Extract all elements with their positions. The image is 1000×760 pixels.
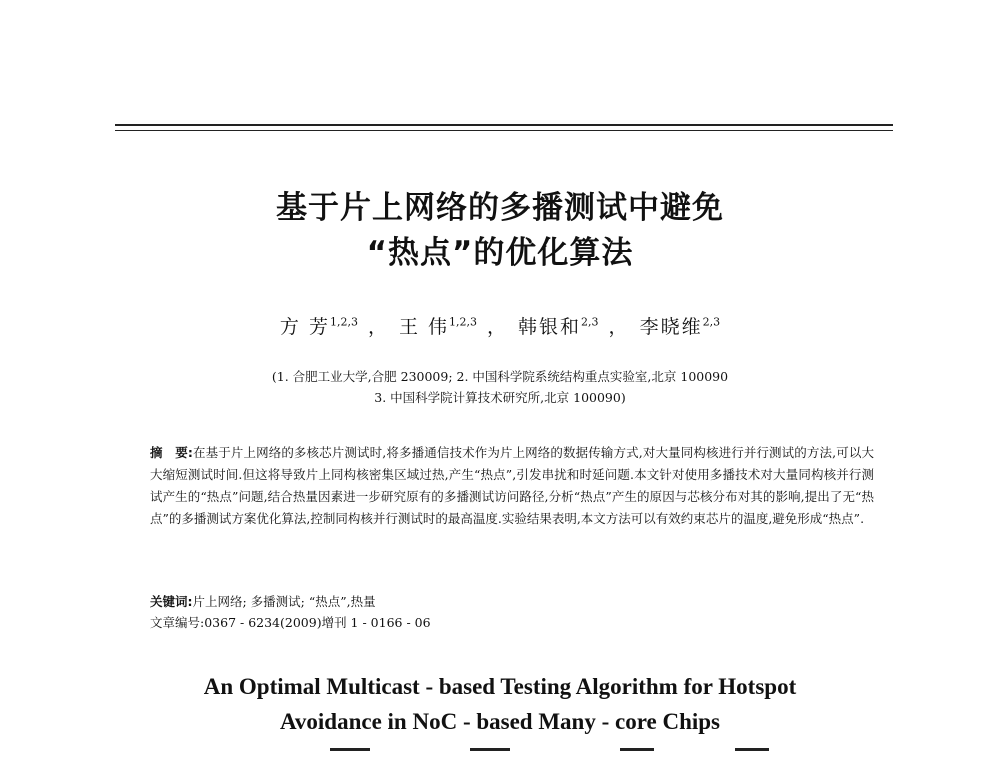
author-separator: ， — [487, 316, 509, 338]
cropped-glyph — [735, 748, 769, 760]
header-rule-thin — [115, 130, 893, 131]
author — [280, 312, 358, 339]
author-name: 王 伟 — [398, 316, 450, 338]
keywords — [150, 592, 874, 612]
abstract-text: 在基于片上网络的多核芯片测试时,将多播通信技术作为片上网络的数据传输方式,对大量同构核进行并行测试的方法,可以大大缩短测试时间.但这将导致片上同构核密集区域过热,产生“热点”,引发串扰和时延问题.本文针对使用多播技术对大量同构核并行测试产生的“热点”问题,结合热量因素进一步研究原有的多播测试访问路径,分析“热点”产生的原因与芯核分布对其的影响,提出了无“热点”的多播测试方案优化算法,控制同构核并行测试时的最高温度.实验结果表明,本文方法可以有效约束芯片的温度,避免形成“热点”. — [150, 445, 874, 526]
abstract — [150, 442, 874, 530]
author-name: 韩银和 — [518, 316, 582, 338]
author-name: 方 芳 — [279, 316, 330, 338]
english-title-line-2: Avoidance in NoC - based Many - core Chips — [280, 709, 720, 734]
keywords-text: 片上网络; 多播测试; “热点”,热量 — [192, 594, 376, 609]
english-title-line-1: An Optimal Multicast - based Testing Algorithm for Hotspot — [203, 674, 797, 699]
keywords-label: 关键词: — [150, 594, 193, 609]
affiliation-line-2: 3. 中国科学院计算技术研究所,北京 100090) — [374, 390, 626, 405]
author-separator: ， — [367, 316, 389, 338]
author — [399, 312, 477, 339]
cropped-glyph — [330, 748, 370, 760]
article-number — [150, 613, 874, 633]
author-affiliation-marker: 1,2,3 — [449, 315, 478, 329]
author-name: 李晓维 — [639, 316, 703, 338]
cropped-text-fragment — [0, 748, 1000, 760]
affiliation-line-1: (1. 合肥工业大学,合肥 230009; 2. 中国科学院系统结构重点实验室,北京 100090 — [271, 369, 729, 384]
article-number-label: 文章编号: — [150, 615, 205, 630]
author — [640, 312, 721, 339]
cropped-glyph — [620, 748, 654, 760]
article-number-text: 0367 - 6234(2009)增刊 1 - 0166 - 06 — [204, 615, 431, 630]
cropped-glyph — [470, 748, 510, 760]
header-rule — [115, 124, 893, 126]
author-list — [0, 312, 1000, 339]
abstract-label: 摘 要: — [150, 445, 193, 460]
chinese-title-line-1: 基于片上网络的多播测试中避免 — [276, 190, 724, 226]
author-affiliation-marker: 2,3 — [581, 315, 599, 329]
author-affiliation-marker: 1,2,3 — [329, 315, 358, 329]
author-affiliation-marker: 2,3 — [702, 315, 721, 329]
author — [518, 312, 599, 339]
author-separator: ， — [608, 316, 630, 338]
chinese-title-line-2: “热点”的优化算法 — [366, 235, 634, 271]
